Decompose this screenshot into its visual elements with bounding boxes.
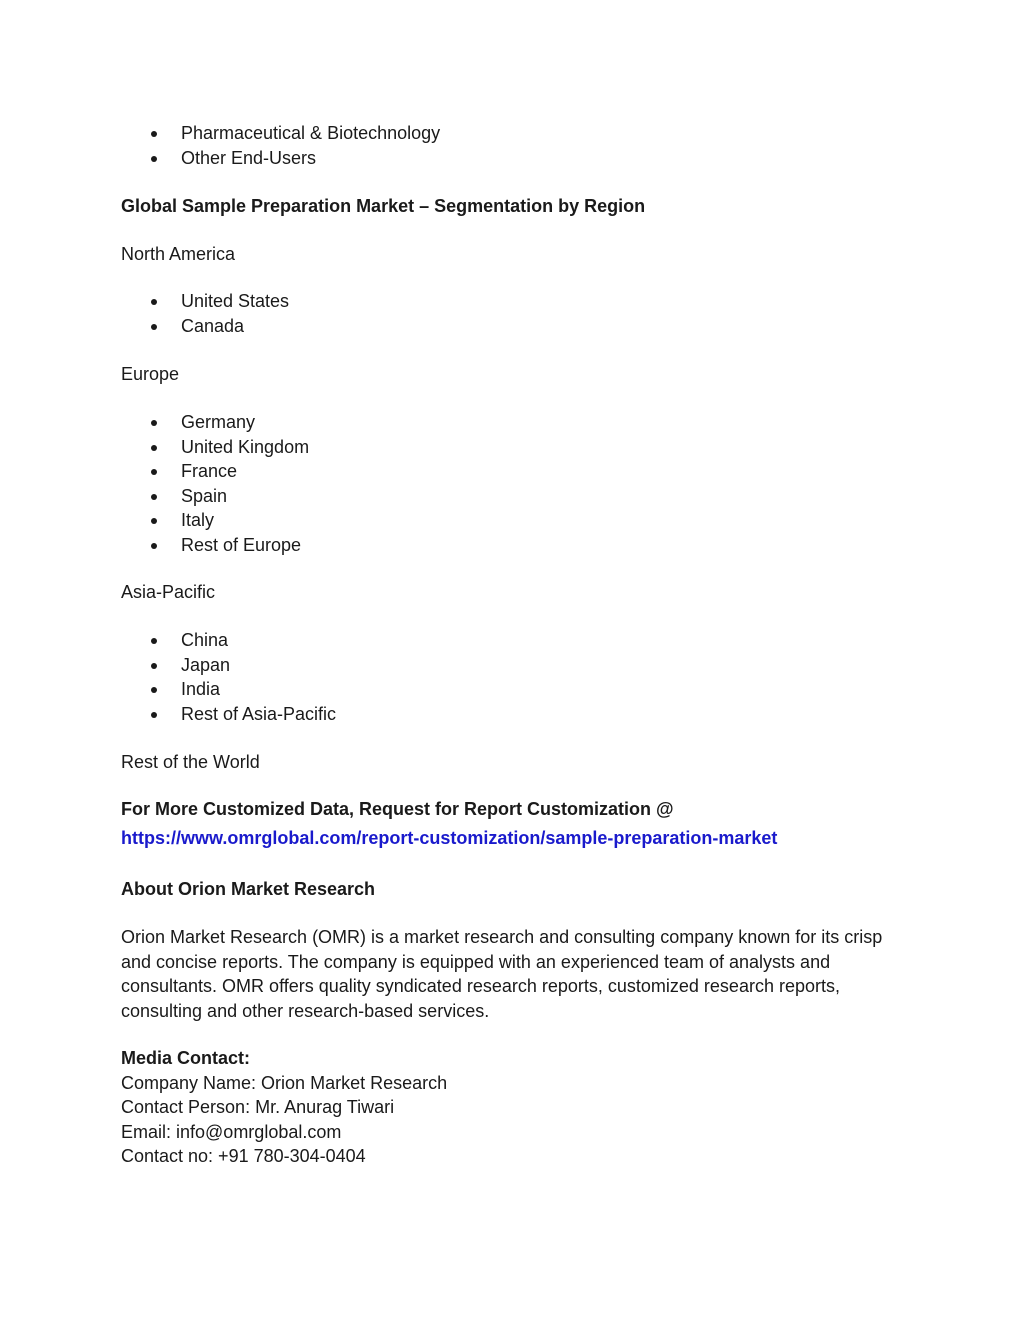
- media-contact-heading: Media Contact:: [121, 1048, 251, 1068]
- bullet-icon: [151, 663, 157, 669]
- bullet-icon: [151, 420, 157, 426]
- about-heading: About Orion Market Research: [121, 879, 376, 899]
- about-line: and concise reports. The company is equipped with an experienced team of analysts and: [121, 951, 831, 972]
- list-item-text: Rest of Asia-Pacific: [181, 703, 337, 724]
- europe-list: [0, 410, 309, 557]
- about-line: Orion Market Research (OMR) is a market research and consulting company known for its crisp: [121, 927, 883, 947]
- list-item: [0, 410, 309, 435]
- north-america-list: [0, 289, 289, 338]
- contact-person: Contact Person: Mr. Anurag Tiwari: [121, 1097, 395, 1117]
- list-item: [0, 484, 309, 509]
- bullet-icon: [151, 299, 157, 305]
- bullet-icon: [151, 638, 157, 644]
- region-heading: Global Sample Preparation Market – Segmentation by Region: [121, 196, 646, 216]
- list-item-text: India: [181, 679, 221, 699]
- list-item: [0, 628, 336, 653]
- list-item-text: Rest of Europe: [181, 534, 302, 555]
- list-item: [0, 459, 309, 484]
- list-item-text: Italy: [181, 510, 215, 530]
- list-item-text: Japan: [181, 654, 231, 675]
- about-line: consultants. OMR offers quality syndicated research reports, customized research reports,: [121, 976, 840, 996]
- list-item: [0, 289, 289, 314]
- asia-pacific-list: [0, 628, 336, 726]
- europe-title: Europe: [121, 364, 180, 384]
- media-contact-block: [121, 1046, 911, 1169]
- list-item: [0, 508, 309, 533]
- list-item: [0, 677, 336, 702]
- list-item-text: United States: [181, 291, 290, 311]
- customization-link[interactable]: https://www.omrglobal.com/report-customization/sample-preparation-market: [121, 828, 778, 848]
- list-item-text: Pharmaceutical & Biotechnology: [181, 123, 441, 143]
- bullet-icon: [151, 712, 157, 718]
- list-item-text: Canada: [181, 315, 245, 336]
- north-america-title: North America: [121, 244, 236, 264]
- contact-phone: Contact no: +91 780-304-0404: [121, 1146, 366, 1166]
- list-item: [0, 702, 336, 727]
- list-item-text: Other End-Users: [181, 147, 317, 168]
- contact-company: Company Name: Orion Market Research: [121, 1072, 448, 1093]
- bullet-icon: [151, 518, 157, 524]
- list-item: [0, 314, 289, 339]
- list-item-text: China: [181, 630, 229, 650]
- about-line: consulting and other research-based services.: [121, 1000, 490, 1021]
- contact-email: Email: info@omrglobal.com: [121, 1121, 342, 1142]
- list-item-text: France: [181, 461, 238, 481]
- list-item-text: United Kingdom: [181, 436, 310, 457]
- bullet-icon: [151, 494, 157, 500]
- rest-of-world-title: Rest of the World: [121, 752, 260, 772]
- bullet-icon: [151, 445, 157, 451]
- list-item-text: Spain: [181, 485, 228, 506]
- asia-pacific-title: Asia-Pacific: [121, 582, 216, 602]
- bullet-icon: [151, 543, 157, 549]
- bullet-icon: [151, 687, 157, 693]
- about-paragraph: [121, 925, 911, 1023]
- list-item: [0, 121, 440, 146]
- list-item: [0, 653, 336, 678]
- list-item: [0, 146, 440, 171]
- bullet-icon: [151, 469, 157, 475]
- bullet-icon: [151, 131, 157, 137]
- end-user-list: [0, 121, 440, 170]
- bullet-icon: [151, 156, 157, 162]
- list-item-text: Germany: [181, 412, 256, 432]
- customization-text: For More Customized Data, Request for Report Customization @: [121, 799, 674, 819]
- list-item: [0, 533, 309, 558]
- bullet-icon: [151, 324, 157, 330]
- list-item: [0, 435, 309, 460]
